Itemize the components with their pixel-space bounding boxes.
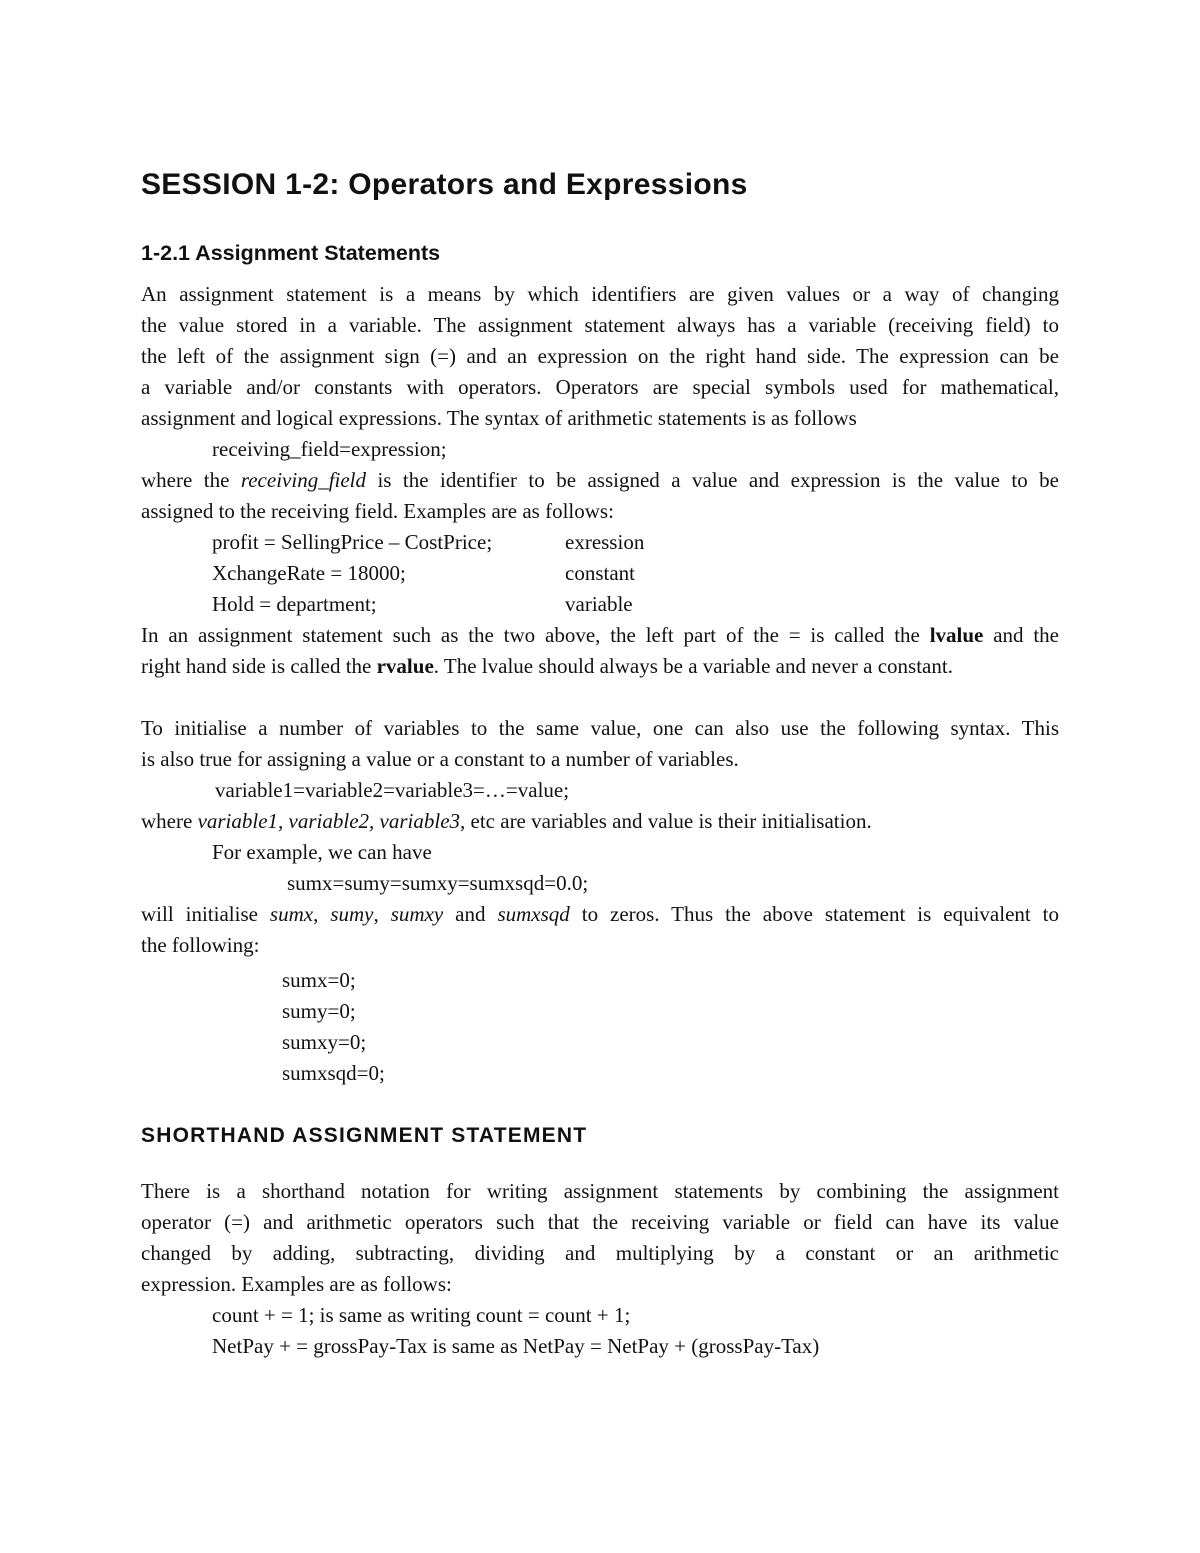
multi-syntax: variable1=variable2=variable3=…=value; bbox=[215, 778, 570, 802]
receiving-field-term: receiving_field bbox=[240, 468, 367, 492]
where-variables-line: where variable1, variable2, variable3, etc are variables and value is their initialisation. bbox=[141, 809, 872, 833]
multi-example: sumx=sumy=sumxy=sumxsqd=0.0; bbox=[287, 871, 589, 895]
example-kind: variable bbox=[565, 592, 633, 616]
rvalue-term: rvalue bbox=[376, 654, 434, 678]
intro-line: the left of the assignment sign (=) and an expression on the right hand side. The expression can be bbox=[141, 344, 1059, 368]
intro-line: the value stored in a variable. The assignment statement always has a variable (receiving field) to bbox=[141, 313, 1059, 337]
page-title: SESSION 1-2: Operators and Expressions bbox=[141, 168, 748, 201]
zero-statement: sumx=0; bbox=[282, 968, 356, 992]
syntax-statement: receiving_field=expression; bbox=[212, 437, 447, 461]
variables-term: variable1, variable2, variable3, bbox=[197, 809, 466, 833]
lvalue-term: lvalue bbox=[929, 623, 984, 647]
example-kind: constant bbox=[565, 561, 635, 585]
zero-statement: sumxsqd=0; bbox=[282, 1061, 385, 1085]
zero-statement: sumy=0; bbox=[282, 999, 356, 1023]
intro-line: a variable and/or constants with operators. Operators are special symbols used for mathematical, bbox=[141, 375, 1059, 399]
shorthand-line: changed by adding, subtracting, dividing and multiplying by a constant or an arithmetic bbox=[141, 1241, 1059, 1265]
shorthand-line: expression. Examples are as follows: bbox=[141, 1272, 452, 1296]
rvalue-line: right hand side is called the rvalue. The lvalue should always be a variable and never a constant. bbox=[141, 654, 953, 678]
example-code: XchangeRate = 18000; bbox=[212, 561, 406, 585]
lvalue-line: In an assignment statement such as the two above, the left part of the = is called the lvalue and the bbox=[141, 623, 1059, 647]
intro-line: assignment and logical expressions. The syntax of arithmetic statements is as follows bbox=[141, 406, 857, 430]
init-line: is also true for assigning a value or a constant to a number of variables. bbox=[141, 747, 739, 771]
example-code: profit = SellingPrice – CostPrice; bbox=[212, 530, 493, 554]
shorthand-heading: SHORTHAND ASSIGNMENT STATEMENT bbox=[141, 1124, 588, 1147]
shorthand-example: NetPay + = grossPay-Tax is same as NetPay = NetPay + (grossPay-Tax) bbox=[212, 1334, 820, 1358]
where-line: where the receiving_field is the identifier to be assigned a value and expression is the value to be bbox=[141, 468, 1059, 492]
shorthand-line: There is a shorthand notation for writing assignment statements by combining the assignment bbox=[141, 1179, 1059, 1203]
zero-statement: sumxy=0; bbox=[282, 1030, 367, 1054]
shorthand-line: operator (=) and arithmetic operators such that the receiving variable or field can have its value bbox=[141, 1210, 1059, 1234]
example-kind: exression bbox=[565, 530, 645, 554]
init-line: To initialise a number of variables to the same value, one can also use the following syntax. This bbox=[141, 716, 1059, 740]
section-heading: 1-2.1 Assignment Statements bbox=[141, 241, 441, 265]
initialise-line: the following: bbox=[141, 933, 260, 957]
where-line: assigned to the receiving field. Examples are as follows: bbox=[141, 499, 614, 523]
intro-line: An assignment statement is a means by which identifiers are given values or a way of changing bbox=[141, 282, 1059, 306]
initialise-line: will initialise sumx, sumy, sumxy and sumxsqd to zeros. Thus the above statement is equivalent to bbox=[141, 902, 1060, 926]
example-code: Hold = department; bbox=[212, 592, 377, 616]
shorthand-example: count + = 1; is same as writing count = count + 1; bbox=[212, 1303, 631, 1327]
for-example: For example, we can have bbox=[212, 840, 432, 864]
